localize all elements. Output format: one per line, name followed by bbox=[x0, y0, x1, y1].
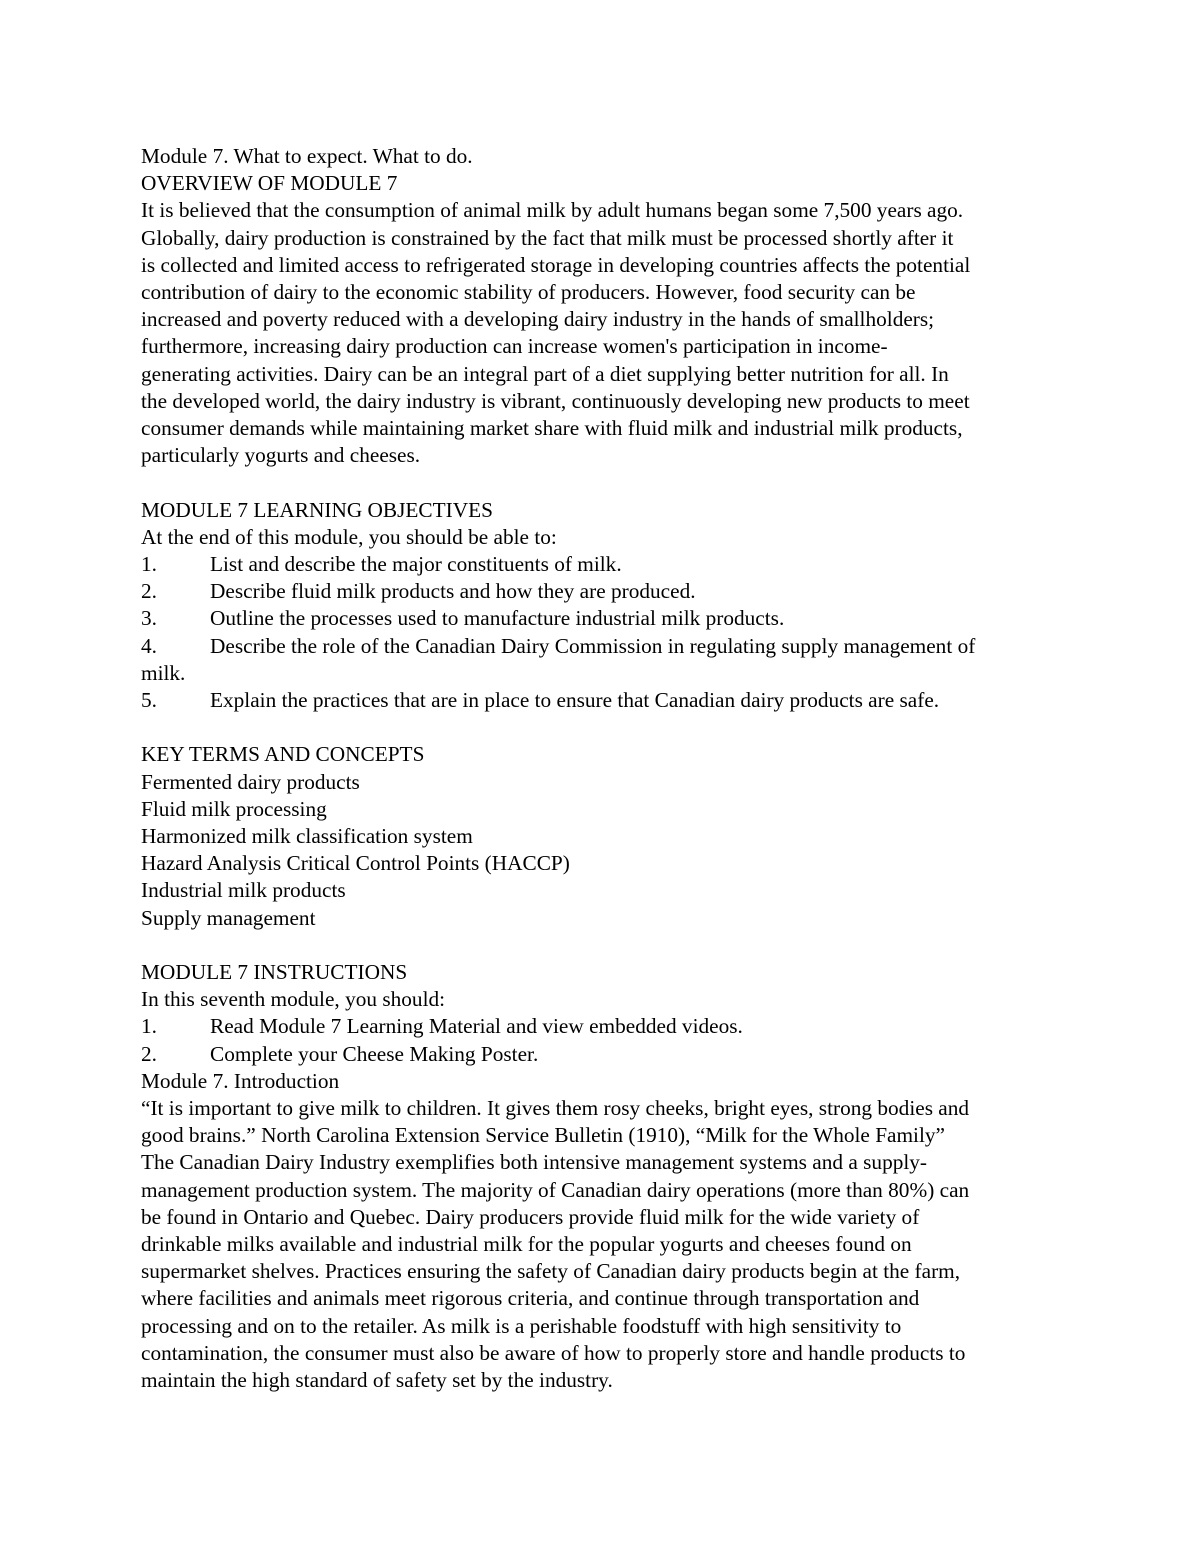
introduction-line: drinkable milks available and industrial milk for the popular yogurts and cheeses found on bbox=[141, 1232, 912, 1257]
blank-line bbox=[141, 469, 1071, 496]
objectives-heading: MODULE 7 LEARNING OBJECTIVES bbox=[141, 497, 493, 522]
overview-line: the developed world, the dairy industry is vibrant, continuously developing new products to meet bbox=[141, 388, 970, 413]
overview-paragraph bbox=[141, 197, 1071, 469]
list-item-text: Describe fluid milk products and how they are produced. bbox=[210, 579, 696, 604]
list-item-text: Describe the role of the Canadian Dairy Commission in regulating supply management of bbox=[210, 633, 976, 658]
overview-line: furthermore, increasing dairy production can increase women's participation in income- bbox=[141, 334, 888, 359]
instructions-heading: MODULE 7 INSTRUCTIONS bbox=[141, 960, 408, 985]
key-terms-list bbox=[141, 769, 1071, 932]
list-item bbox=[141, 633, 1071, 660]
introduction-line: processing and on to the retailer. As milk is a perishable foodstuff with high sensitivity to bbox=[141, 1313, 902, 1338]
list-item bbox=[141, 687, 1071, 714]
list-item bbox=[141, 1041, 1071, 1068]
overview-line: It is believed that the consumption of animal milk by adult humans began some 7,500 years ago. bbox=[141, 198, 964, 223]
introduction-line: contamination, the consumer must also be aware of how to properly store and handle products to bbox=[141, 1340, 966, 1365]
overview-line: is collected and limited access to refrigerated storage in developing countries affects the potential bbox=[141, 252, 971, 277]
introduction-paragraph bbox=[141, 1095, 1071, 1394]
list-item bbox=[141, 551, 1071, 578]
key-term: Fermented dairy products bbox=[141, 769, 360, 794]
blank-line bbox=[141, 714, 1071, 741]
introduction-line: be found in Ontario and Quebec. Dairy producers provide fluid milk for the wide variety of bbox=[141, 1204, 920, 1229]
list-item-number: 2. bbox=[141, 1041, 157, 1066]
blank-line bbox=[141, 932, 1071, 959]
key-term: Hazard Analysis Critical Control Points (HACCP) bbox=[141, 851, 570, 876]
list-item-text: Outline the processes used to manufacture industrial milk products. bbox=[210, 606, 785, 631]
instructions-list bbox=[141, 1013, 1071, 1067]
list-item bbox=[141, 578, 1071, 605]
instructions-intro: In this seventh module, you should: bbox=[141, 987, 446, 1012]
overview-line: generating activities. Dairy can be an integral part of a diet supplying better nutrition for all. In bbox=[141, 361, 949, 386]
list-item-number: 2. bbox=[141, 579, 157, 604]
introduction-heading: Module 7. Introduction bbox=[141, 1068, 340, 1093]
list-item-text: List and describe the major constituents of milk. bbox=[210, 552, 622, 577]
list-item bbox=[141, 605, 1071, 632]
document-header: Module 7. What to expect. What to do. bbox=[141, 144, 473, 168]
document-page bbox=[141, 143, 1071, 1394]
overview-line: contribution of dairy to the economic stability of producers. However, food security can be bbox=[141, 280, 916, 305]
key-term: Supply management bbox=[141, 905, 316, 930]
introduction-line: supermarket shelves. Practices ensuring the safety of Canadian dairy products begin at the farm, bbox=[141, 1259, 961, 1284]
introduction-line: where facilities and animals meet rigorous criteria, and continue through transportation and bbox=[141, 1286, 920, 1311]
list-item-number: 4. bbox=[141, 633, 157, 658]
introduction-line: management production system. The majority of Canadian dairy operations (more than 80%) can bbox=[141, 1177, 970, 1202]
list-item bbox=[141, 1013, 1071, 1040]
list-item-number: 1. bbox=[141, 1014, 157, 1039]
list-item-text: Read Module 7 Learning Material and view embedded videos. bbox=[210, 1014, 743, 1039]
list-item-number: 3. bbox=[141, 606, 157, 631]
overview-heading: OVERVIEW OF MODULE 7 bbox=[141, 171, 398, 196]
key-term: Fluid milk processing bbox=[141, 796, 327, 821]
objectives-list bbox=[141, 551, 1071, 714]
list-item-number: 1. bbox=[141, 552, 157, 577]
overview-line: Globally, dairy production is constrained by the fact that milk must be processed shortly after it bbox=[141, 225, 954, 250]
overview-line: consumer demands while maintaining market share with fluid milk and industrial milk products, bbox=[141, 416, 963, 441]
key-terms-heading: KEY TERMS AND CONCEPTS bbox=[141, 742, 425, 767]
introduction-line: maintain the high standard of safety set by the industry. bbox=[141, 1368, 613, 1393]
list-item-text: Explain the practices that are in place to ensure that Canadian dairy products are safe. bbox=[210, 688, 940, 713]
list-item-continuation: milk. bbox=[141, 660, 186, 685]
introduction-line: “It is important to give milk to children. It gives them rosy cheeks, bright eyes, strong bodies and bbox=[141, 1096, 970, 1121]
objectives-intro: At the end of this module, you should be able to: bbox=[141, 524, 557, 549]
introduction-line: good brains.” North Carolina Extension Service Bulletin (1910), “Milk for the Whole Family” bbox=[141, 1123, 945, 1148]
list-item-text: Complete your Cheese Making Poster. bbox=[210, 1041, 539, 1066]
key-term: Harmonized milk classification system bbox=[141, 824, 473, 849]
introduction-line: The Canadian Dairy Industry exemplifies both intensive management systems and a supply- bbox=[141, 1150, 928, 1175]
list-item-number: 5. bbox=[141, 688, 157, 713]
overview-line: particularly yogurts and cheeses. bbox=[141, 443, 421, 468]
overview-line: increased and poverty reduced with a developing dairy industry in the hands of smallholders; bbox=[141, 307, 935, 332]
key-term: Industrial milk products bbox=[141, 878, 346, 903]
